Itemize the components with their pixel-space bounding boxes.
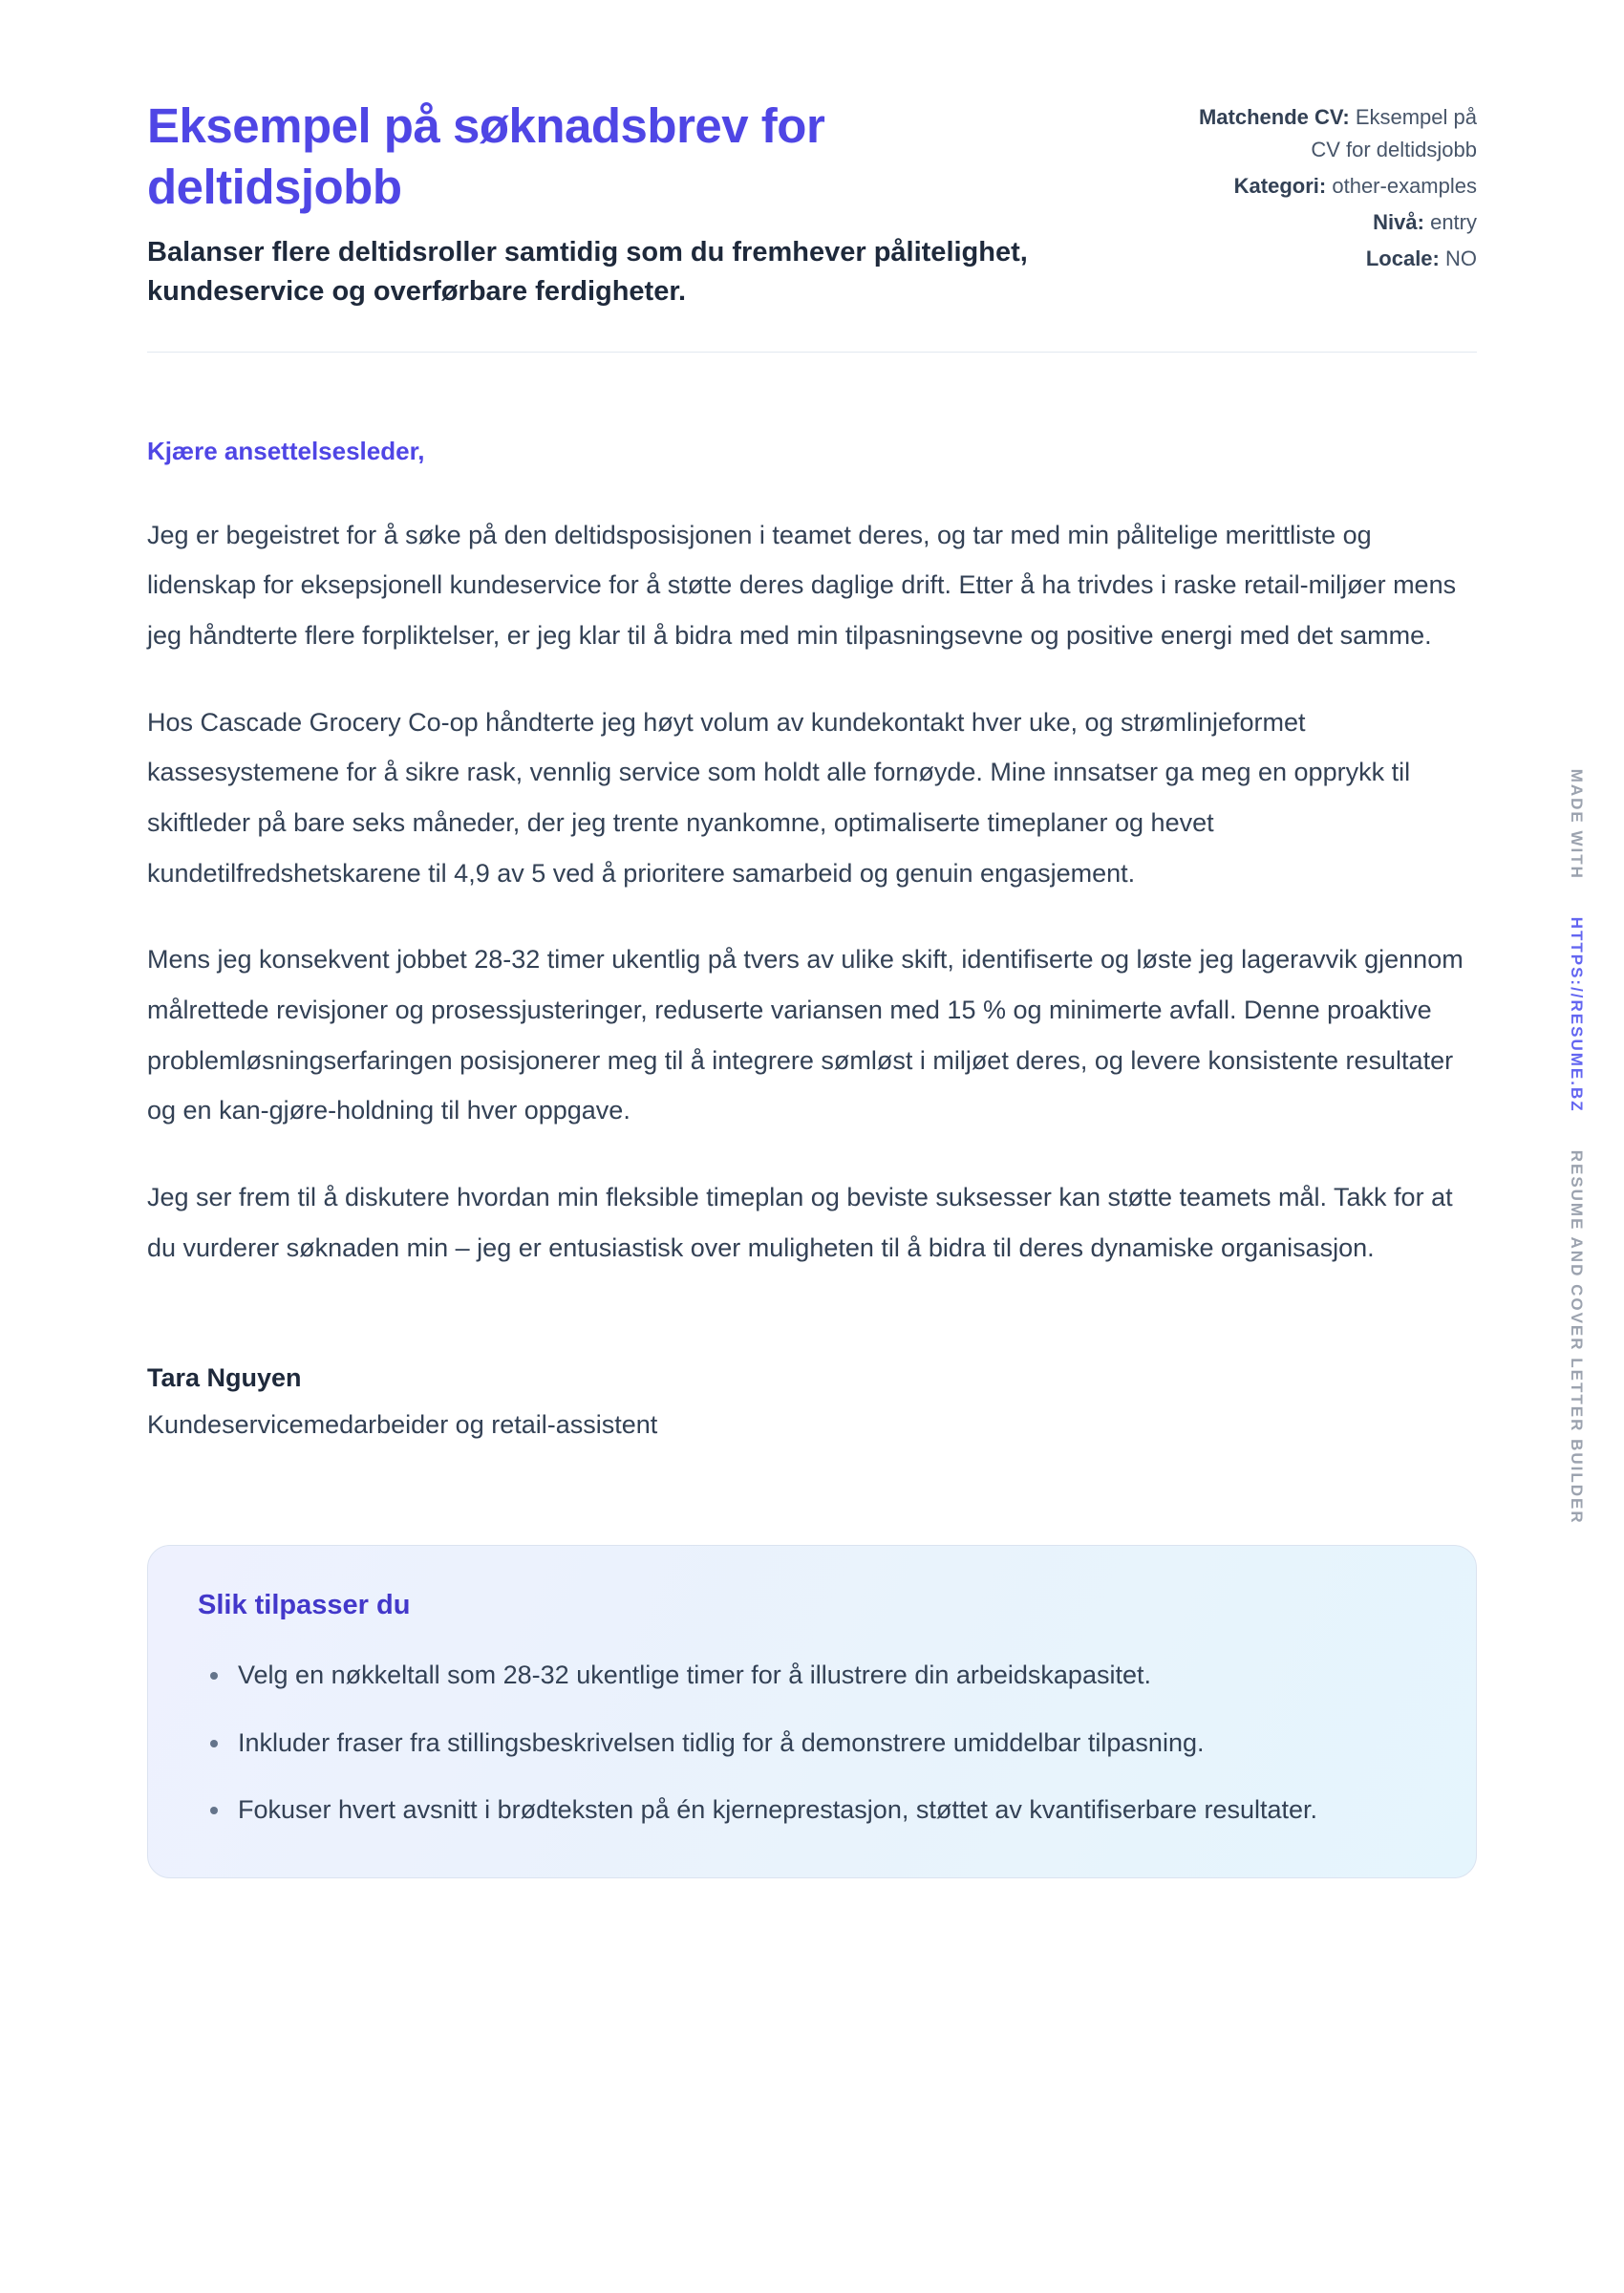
meta-value: Eksempel på CV for deltidsjobb xyxy=(1311,105,1477,162)
greeting: Kjære ansettelsesleder, xyxy=(147,436,425,465)
header xyxy=(147,96,1477,311)
meta-row-level xyxy=(1171,206,1477,239)
paragraph-1: Jeg er begeistret for å søke på den deltidsposisjonen i teamet deres, og tar med min pålitelige merittliste og lidenskap for eksepsjonell kundeservice for å støtte deres daglige drift. Etter å ha trivdes i raske retail-miljøer mens jeg håndterte flere forpliktelser, er jeg klar til å bidra med min tilpasningsevne og positive energi med det samme. xyxy=(147,520,1457,651)
page-subtitle: Balanser flere deltidsroller samtidig som du fremhever pålitelighet, kundeservice og overførbare ferdigheter. xyxy=(147,236,1028,307)
watermark-link[interactable]: HTTPS://RESUME.BZ xyxy=(1568,916,1586,1113)
meta-row-locale xyxy=(1171,243,1477,275)
watermark-suffix: RESUME AND COVER LETTER BUILDER xyxy=(1568,1149,1586,1525)
tips-list xyxy=(198,1654,1426,1832)
meta-label: Locale: xyxy=(1365,246,1440,271)
meta-panel xyxy=(1171,96,1477,279)
paragraph-4: Jeg ser frem til å diskutere hvordan min fleksible timeplan og beviste suksesser kan støtte teamets mål. Takk for at du vurderer søknaden min – jeg er entusiastisk over muligheten til å bidra til deres dynamiske organisasjon. xyxy=(147,1182,1453,1262)
tip-item: • Inkluder fraser fra stillingsbeskrivelsen tidlig for å demonstrere umiddelbar tilpasning. xyxy=(232,1722,1426,1765)
watermark xyxy=(1567,754,1586,1540)
signature-name: Tara Nguyen xyxy=(147,1363,302,1393)
meta-value: NO xyxy=(1445,246,1477,271)
signature-block xyxy=(147,1363,1477,1440)
meta-label: Nivå: xyxy=(1373,210,1424,235)
meta-value: entry xyxy=(1430,210,1477,235)
meta-label: Kategori: xyxy=(1233,174,1327,199)
meta-value: other-examples xyxy=(1332,174,1477,199)
watermark-made-with: MADE WITH xyxy=(1568,768,1586,880)
tips-heading: Slik tilpasser du xyxy=(198,1590,411,1621)
meta-label: Matchende CV: xyxy=(1198,105,1350,129)
page-title: Eksempel på søknadsbrev for deltidsjobb xyxy=(147,98,825,214)
tip-item: • Fokuser hvert avsnitt i brødteksten på én kjerneprestasjon, støttet av kvantifiserbare resultater. xyxy=(232,1789,1426,1832)
tips-card xyxy=(147,1545,1477,1878)
tip-item: • Velg en nøkkeltall som 28-32 ukentlige timer for å illustrere din arbeidskapasitet. xyxy=(232,1654,1426,1697)
header-title-block xyxy=(147,96,1083,311)
paragraph-3: Mens jeg konsekvent jobbet 28-32 timer ukentlig på tvers av ulike skift, identifiserte og løste jeg lageravvik gjennom målrettede revisjoner og prosessjusteringer, reduserte variansen med 15 % og minimerte avfall. Denne proaktive problemløsningserfaringen posisjonerer meg til å integrere sømløst i miljøet deres, og levere konsistente resultater og en kan-gjøre-holdning til hver oppgave. xyxy=(147,945,1464,1125)
paragraph-2: Hos Cascade Grocery Co-op håndterte jeg høyt volum av kundekontakt hver uke, og strømlinjeformet kassesystemene for å sikre rask, vennlig service som holdt alle fornøyde. Mine innsatser ga meg en opprykk til skiftleder på bare seks måneder, der jeg trente nyankomne, optimaliserte timeplaner og hevet kundetilfredshetskarene til 4,9 av 5 ved å prioritere samarbeid og genuin engasjement. xyxy=(147,707,1411,888)
meta-row-matching-cv xyxy=(1171,101,1477,166)
meta-row-category xyxy=(1171,170,1477,203)
letter-body xyxy=(147,437,1477,1440)
signature-role: Kundeservicemedarbeider og retail-assistent xyxy=(147,1410,658,1440)
header-divider xyxy=(147,352,1477,353)
